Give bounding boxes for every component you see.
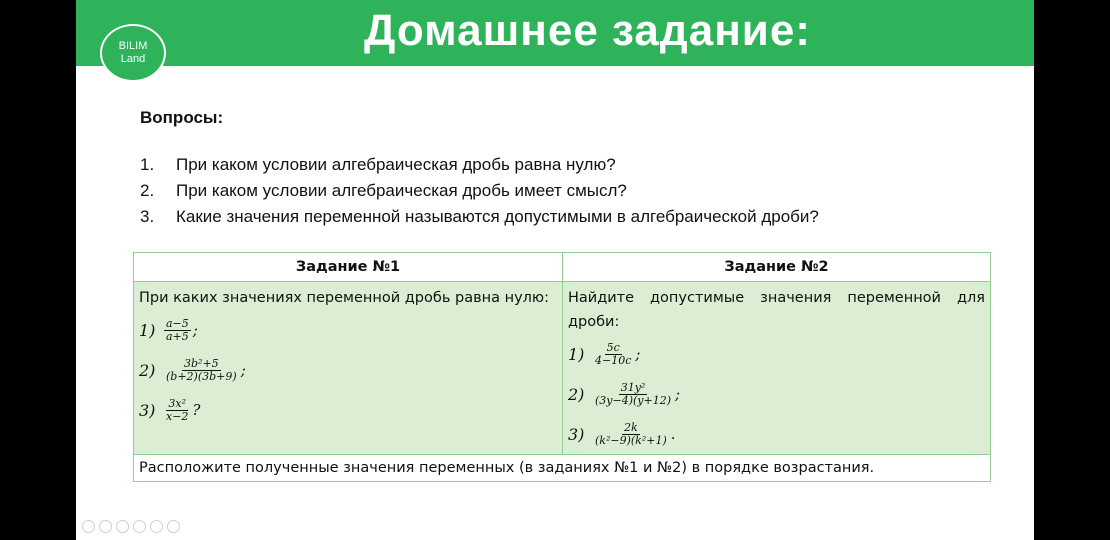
slide [76,0,1034,540]
fraction-numerator: 5c [606,340,620,354]
fraction [164,318,191,343]
next-icon[interactable] [99,520,112,533]
question-number: 3. [140,207,155,226]
fraction-denominator: (k²−9)(k²+1) [595,433,667,447]
menu-icon[interactable] [133,520,146,533]
questions-list [140,152,819,230]
question-text: Какие значения переменной называются допустимыми в алгебраической дроби? [176,207,819,226]
fraction-numerator: 31y² [620,380,646,394]
header-banner [76,0,1034,66]
item-number: 2) [139,360,156,380]
fraction-denominator: (b+2)(3b+9) [166,369,237,383]
fraction [593,382,673,407]
logo-line2: Land [120,53,146,65]
fraction-numerator: 3x² [168,396,187,410]
item-number: 3) [139,400,156,420]
prev-icon[interactable] [82,520,95,533]
item-number: 3) [568,424,585,444]
zoom-icon[interactable] [150,520,163,533]
task2-item [568,374,985,414]
fraction-denominator: (3y−4)(y+12) [595,393,672,407]
task2-intro: Найдите допустимые значения переменной для дроби: [568,290,985,330]
fraction-denominator: x−2 [166,409,189,423]
item-punctuation: ; [635,345,641,363]
task2-header: Задание №2 [563,253,991,282]
fraction [593,422,669,447]
bilimland-logo [100,24,166,82]
task2-item [568,414,985,454]
item-punctuation: ; [240,361,246,379]
logo-line1: BILIM [118,40,148,52]
question-item [140,204,819,230]
question-item [140,152,819,178]
task1-item [139,350,557,390]
item-punctuation: ; [192,321,198,339]
item-punctuation: . [670,425,676,443]
task2-item [568,334,985,374]
question-text: При каком условии алгебраическая дробь равна нулю? [176,155,616,174]
slide-nav-controls [82,520,180,533]
more-icon[interactable] [167,520,180,533]
table-footer-instruction: Расположите полученные значения переменных (в заданиях №1 и №2) в порядке возрастания. [134,455,991,482]
slide-title: Домашнее задание: [364,6,811,55]
task1-item [139,390,557,430]
task1-intro: При каких значениях переменной дробь равна нулю: [139,290,550,306]
tasks-table [133,252,991,482]
item-number: 1) [139,320,156,340]
question-text: При каком условии алгебраическая дробь имеет смысл? [176,181,627,200]
question-item [140,178,819,204]
questions-heading: Вопросы: [140,108,224,127]
item-punctuation: ; [675,385,681,403]
fraction [593,342,633,367]
fraction-denominator: a+5 [166,329,189,343]
fraction [164,398,190,423]
question-number: 2. [140,181,155,200]
task1-item [139,310,557,350]
fraction-numerator: a−5 [166,316,189,330]
fraction-numerator: 2k [624,420,638,434]
task1-header: Задание №1 [134,253,563,282]
task2-cell [563,282,991,455]
fraction-numerator: 3b²+5 [184,356,219,370]
pen-icon[interactable] [116,520,129,533]
item-number: 1) [568,344,585,364]
question-number: 1. [140,155,155,174]
fraction-denominator: 4−10c [595,353,632,367]
task1-cell [134,282,563,455]
fraction [164,358,239,383]
item-number: 2) [568,384,585,404]
item-punctuation: ? [192,401,201,419]
